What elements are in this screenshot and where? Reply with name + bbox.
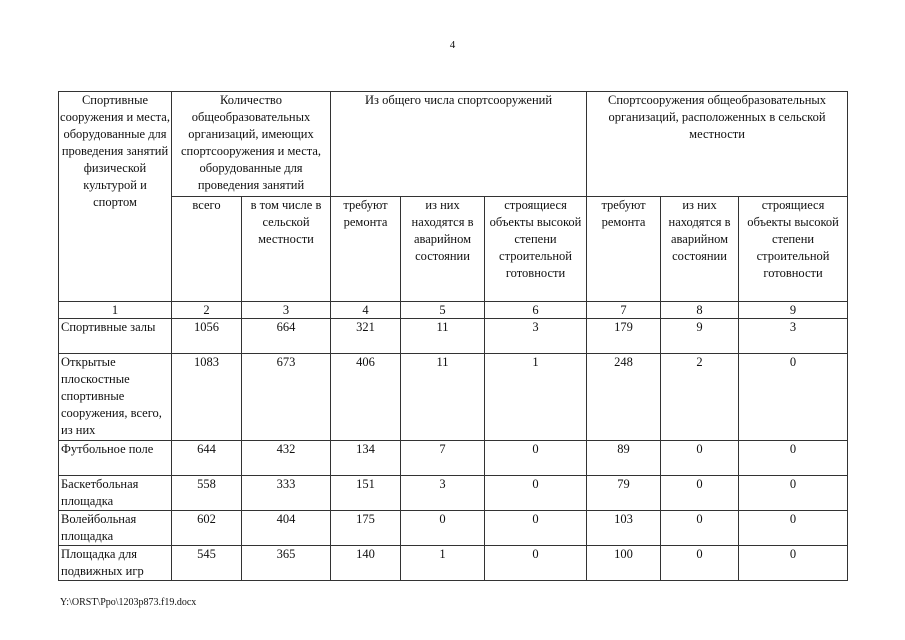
table-cell: 175 [331, 511, 401, 546]
table-cell: 11 [401, 354, 485, 441]
header-rural-facilities: Спортсооружения общеобразовательных организаций, расположенных в сельской местности [587, 92, 848, 197]
table-cell: 103 [587, 511, 661, 546]
sports-facilities-table [58, 91, 848, 581]
row-label: Открытые плоскостные спортивные сооружения, всего, из них [59, 354, 172, 441]
row-label: Футбольное поле [59, 441, 172, 476]
header-rural-construction: строящиеся объекты высокой степени строительной готовности [739, 197, 848, 302]
table-cell: 151 [331, 476, 401, 511]
table-row [59, 511, 848, 546]
table-row [59, 319, 848, 354]
table-cell: 558 [172, 476, 242, 511]
document-file-path: Y:\ORST\Ppo\1203p873.f19.docx [60, 597, 197, 608]
table-cell: 134 [331, 441, 401, 476]
table-cell: 333 [242, 476, 331, 511]
table-cell: 0 [739, 511, 848, 546]
table-cell: 2 [661, 354, 739, 441]
table-cell: 179 [587, 319, 661, 354]
row-label: Площадка для подвижных игр [59, 546, 172, 581]
table-cell: 664 [242, 319, 331, 354]
table-cell: 1056 [172, 319, 242, 354]
column-number: 1 [59, 302, 172, 319]
table-row [59, 441, 848, 476]
header-from-total: Из общего числа спортсооружений [331, 92, 587, 197]
table-cell: 1083 [172, 354, 242, 441]
table-cell: 0 [401, 511, 485, 546]
table-cell: 3 [739, 319, 848, 354]
column-number: 4 [331, 302, 401, 319]
table-cell: 100 [587, 546, 661, 581]
header-repair: требуют ремонта [331, 197, 401, 302]
column-number: 9 [739, 302, 848, 319]
table-cell: 406 [331, 354, 401, 441]
table-cell: 0 [739, 546, 848, 581]
table-row [59, 546, 848, 581]
table-cell: 545 [172, 546, 242, 581]
table-cell: 321 [331, 319, 401, 354]
header-organizations-count: Количество общеобразовательных организаций, имеющих спортсооружения и места, оборудованные для проведения занятий [172, 92, 331, 197]
table-cell: 432 [242, 441, 331, 476]
column-number: 7 [587, 302, 661, 319]
table-cell: 0 [661, 441, 739, 476]
header-total: всего [172, 197, 242, 302]
column-number: 6 [485, 302, 587, 319]
table-cell: 1 [401, 546, 485, 581]
column-number: 5 [401, 302, 485, 319]
table-row [59, 476, 848, 511]
table-cell: 140 [331, 546, 401, 581]
table-cell: 602 [172, 511, 242, 546]
table-cell: 365 [242, 546, 331, 581]
table-cell: 673 [242, 354, 331, 441]
table-cell: 644 [172, 441, 242, 476]
row-label: Баскетбольная площадка [59, 476, 172, 511]
table-cell: 0 [485, 546, 587, 581]
header-rural-repair: требуют ремонта [587, 197, 661, 302]
table-cell: 0 [739, 476, 848, 511]
table-cell: 0 [485, 476, 587, 511]
table-cell: 3 [401, 476, 485, 511]
table-cell: 79 [587, 476, 661, 511]
table-cell: 3 [485, 319, 587, 354]
header-emergency: из них находятся в аварийном состоянии [401, 197, 485, 302]
table-cell: 0 [661, 546, 739, 581]
table-cell: 404 [242, 511, 331, 546]
table-cell: 9 [661, 319, 739, 354]
table-cell: 1 [485, 354, 587, 441]
row-label: Спортивные залы [59, 319, 172, 354]
table-cell: 11 [401, 319, 485, 354]
table-cell: 0 [485, 511, 587, 546]
table-cell: 0 [739, 441, 848, 476]
header-rural-emergency: из них находятся в аварийном состоянии [661, 197, 739, 302]
column-number: 3 [242, 302, 331, 319]
column-number: 2 [172, 302, 242, 319]
table-cell: 0 [485, 441, 587, 476]
column-numbers-row [59, 302, 848, 319]
column-number: 8 [661, 302, 739, 319]
table-row [59, 354, 848, 441]
header-rural: в том числе в сельской местности [242, 197, 331, 302]
table-cell: 7 [401, 441, 485, 476]
header-facility-type: Спортивные сооружения и места, оборудованные для проведения занятий физической культурой и спортом [59, 92, 172, 302]
table-cell: 0 [661, 511, 739, 546]
header-construction: строящиеся объекты высокой степени строительной готовности [485, 197, 587, 302]
table-cell: 0 [661, 476, 739, 511]
table-cell: 89 [587, 441, 661, 476]
page-number: 4 [449, 39, 456, 51]
table-cell: 0 [739, 354, 848, 441]
table-cell: 248 [587, 354, 661, 441]
row-label: Волейбольная площадка [59, 511, 172, 546]
